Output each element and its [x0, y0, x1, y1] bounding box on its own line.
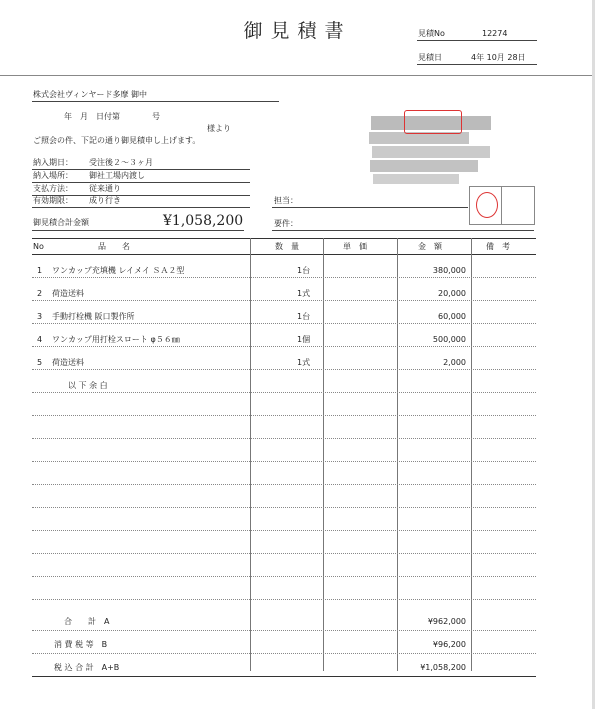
row-amount: 60,000	[438, 312, 466, 321]
terms-line	[32, 169, 250, 170]
header-item: 品 名	[98, 242, 130, 251]
delivery-label: 納入期日：	[33, 158, 73, 167]
column-divider	[250, 238, 251, 671]
payment-value: 従来通り	[89, 184, 121, 193]
terms-line	[32, 207, 250, 208]
estimate-no-label: 見積No	[418, 29, 445, 38]
header-amount: 金 額	[418, 242, 442, 251]
row-divider	[32, 599, 536, 600]
row-item: ワンカップ充填機 レイメイ ＳＡ２型	[52, 266, 185, 275]
estimate-date-underline	[417, 64, 537, 65]
row-qty: 1式	[297, 358, 311, 367]
estimate-no-underline	[417, 40, 537, 41]
terms-line	[32, 182, 250, 183]
row-divider	[32, 630, 536, 631]
table-top-border	[32, 238, 536, 239]
row-divider	[32, 484, 536, 485]
table-bottom-border	[32, 676, 536, 677]
row-qty: 1台	[297, 312, 311, 321]
seal-box	[469, 186, 535, 225]
estimate-date: 4年 10月 28日	[471, 53, 526, 62]
row-divider	[32, 415, 536, 416]
row-divider	[32, 507, 536, 508]
row-no: 1	[37, 266, 43, 275]
place-value: 御社工場内渡し	[89, 171, 145, 180]
row-divider	[32, 553, 536, 554]
place-label: 納入場所：	[33, 171, 73, 180]
row-no: 4	[37, 335, 43, 344]
greeting-text: ご照会の件、下記の通り御見積申し上げます。	[33, 136, 201, 145]
subtotal-value: ¥962,000	[427, 617, 466, 626]
total-underline	[32, 230, 244, 231]
row-qty: 1式	[297, 289, 311, 298]
estimate-no: 12274	[482, 29, 508, 38]
company-seal-icon	[404, 110, 462, 134]
ika-yohaku: 以 下 余 白	[68, 381, 108, 390]
top-separator	[0, 75, 595, 76]
row-item: 手動打栓機 阪口製作所	[52, 312, 135, 321]
table-header-border	[32, 254, 536, 255]
row-divider	[32, 438, 536, 439]
header-note: 備 考	[486, 242, 510, 251]
recipient-name: 株式会社ヴィンヤード多摩 御中	[33, 90, 148, 99]
row-amount: 20,000	[438, 289, 466, 298]
row-no: 3	[37, 312, 43, 321]
grand-total-label: 税 込 合 計 A+B	[54, 663, 120, 672]
row-no: 2	[37, 289, 43, 298]
header-qty: 数 量	[275, 242, 299, 251]
delivery-value: 受注後２～３ヶ月	[89, 158, 153, 167]
column-divider	[397, 238, 398, 671]
staff-underline	[272, 207, 468, 208]
row-no: 5	[37, 358, 43, 367]
row-divider	[32, 300, 536, 301]
seal-box-divider	[501, 187, 502, 224]
tax-label: 消 費 税 等 B	[54, 640, 108, 649]
staff-label: 担当：	[274, 196, 298, 205]
column-divider	[323, 238, 324, 671]
row-divider	[32, 323, 536, 324]
subtotal-label: 合 計 A	[64, 617, 110, 626]
row-divider	[32, 530, 536, 531]
row-amount: 500,000	[432, 335, 466, 344]
column-divider	[471, 238, 472, 671]
personal-seal-icon	[476, 192, 498, 218]
row-divider	[32, 392, 536, 393]
row-item: ワンカップ用打栓スロート φ５６㎜	[52, 335, 180, 344]
estimate-date-label: 見積日	[418, 53, 442, 62]
redaction-bar	[373, 174, 459, 184]
row-divider	[32, 653, 536, 654]
row-divider	[32, 346, 536, 347]
date-reference: 年 月 日付第 号	[64, 112, 160, 121]
row-divider	[32, 576, 536, 577]
requirements-label: 要件：	[274, 219, 298, 228]
redaction-bar	[370, 160, 478, 172]
total-value: ¥1,058,200	[163, 213, 244, 229]
row-item: 荷造送料	[52, 289, 84, 298]
grand-total-value: ¥1,058,200	[420, 663, 466, 672]
row-qty: 1個	[297, 335, 311, 344]
recipient-underline	[32, 101, 279, 102]
validity-label: 有効期限：	[33, 196, 73, 205]
header-no: No	[33, 242, 44, 251]
total-label: 御見積合計金額	[33, 218, 89, 227]
row-divider	[32, 369, 536, 370]
validity-value: 成り行き	[89, 196, 121, 205]
row-divider	[32, 461, 536, 462]
row-divider	[32, 277, 536, 278]
payment-label: 支払方法：	[33, 184, 73, 193]
row-item: 荷造送料	[52, 358, 84, 367]
header-unit-price: 単 価	[343, 242, 367, 251]
sama-yori: 様より	[207, 124, 231, 133]
row-amount: 380,000	[432, 266, 466, 275]
requirements-underline	[272, 230, 534, 231]
document-title: 御見積書	[243, 20, 352, 42]
tax-value: ¥96,200	[432, 640, 466, 649]
row-amount: 2,000	[443, 358, 466, 367]
row-qty: 1台	[297, 266, 311, 275]
redaction-bar	[372, 146, 490, 158]
